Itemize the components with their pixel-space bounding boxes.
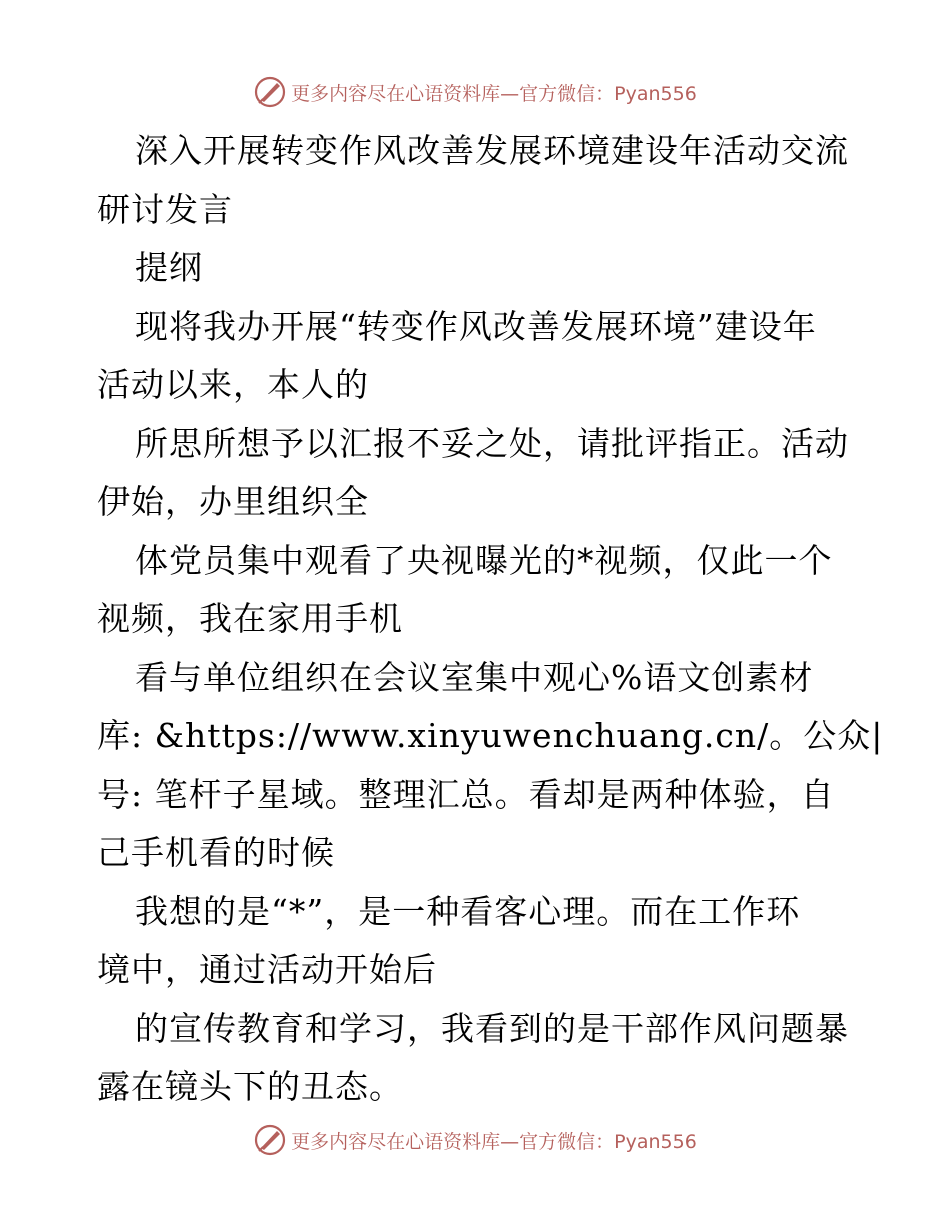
text-line: 体党员集中观看了央视曝光的*视频，仅此一个	[135, 540, 833, 580]
text-line: 现将我办开展“转变作风改善发展环境”建设年	[135, 306, 817, 346]
text-line: 所思所想予以汇报不妥之处，请批评指正。活动	[135, 423, 849, 463]
text-line: 提纲	[135, 248, 203, 287]
text-line: 号: 笔杆子星域。整理汇总。看却是两种体验，自	[97, 774, 835, 814]
text-line: 的宣传教育和学习，我看到的是干部作风问题暴	[135, 1008, 849, 1048]
text-line: 看与单位组织在会议室集中观心%语文创素材	[135, 657, 814, 697]
text-line: 伊始，办里组织全	[97, 482, 369, 521]
text-line: 露在镜头下的丑态。	[97, 1067, 403, 1106]
text-line: 视频，我在家用手机	[97, 599, 403, 638]
header-watermark	[0, 72, 950, 112]
text-line: 己手机看的时候	[97, 833, 335, 872]
footer-watermark	[0, 1120, 950, 1160]
text-line: 深入开展转变作风改善发展环境建设年活动交流	[135, 131, 849, 170]
text-line: 库: &https://www.xinyuwenchuang.cn/。公众|	[97, 716, 884, 755]
text-line: 境中，通过活动开始后	[97, 950, 437, 989]
watermark-text: 更多内容尽在心语资料库—官方微信：Pyan556	[291, 1130, 697, 1153]
document-body	[97, 122, 884, 1117]
watermark-text: 更多内容尽在心语资料库—官方微信：Pyan556	[291, 82, 697, 105]
text-line: 研讨发言	[97, 189, 233, 229]
quill-logo-icon	[253, 1123, 287, 1157]
text-line: 活动以来，本人的	[97, 365, 369, 404]
text-line: 我想的是“*”，是一种看客心理。而在工作环	[135, 891, 801, 931]
quill-logo-icon	[253, 75, 287, 109]
